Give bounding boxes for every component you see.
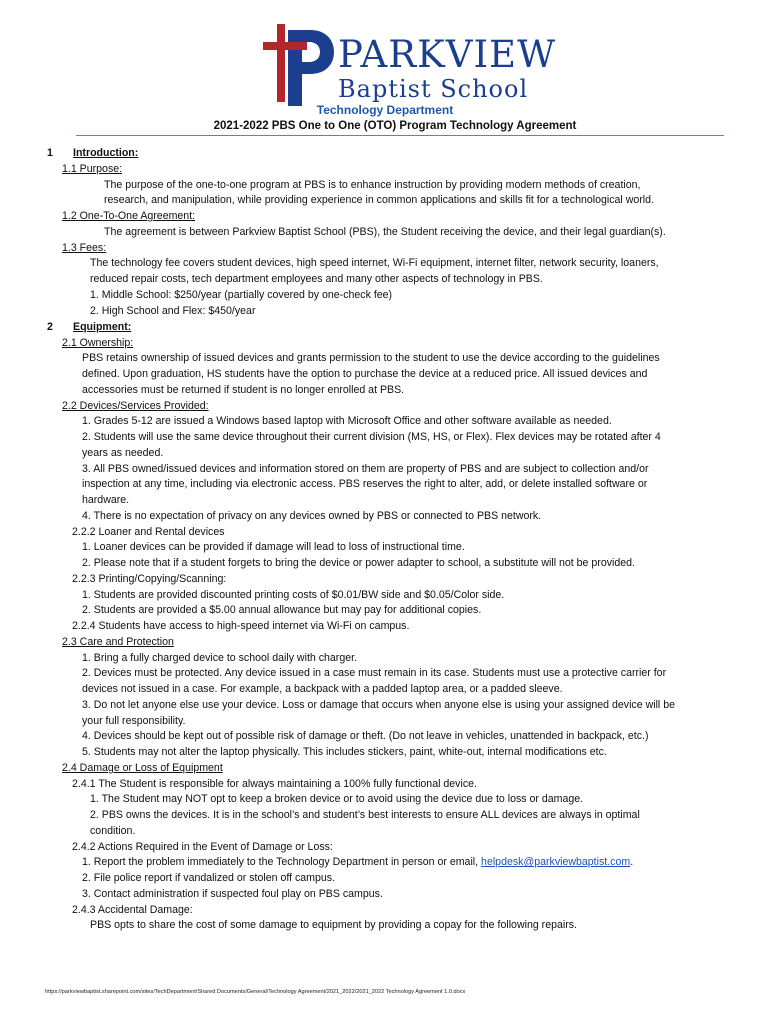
list-item: your full responsibility. [82, 715, 186, 727]
list-item: devices not issued in a case. For example, a backpack with a padded laptop area, or a padded sleeve. [82, 683, 563, 695]
section-heading-introduction: Introduction: [73, 147, 139, 159]
department-title: Technology Department [316, 103, 454, 117]
list-item-text: 1. Report the problem immediately to the Technology Department in person or email, [82, 856, 482, 868]
helpdesk-email-link[interactable]: helpdesk@parkviewbaptist.com [481, 856, 631, 868]
school-logo [258, 22, 557, 108]
list-item: 2. File police report if vandalized or stolen off campus. [82, 872, 336, 884]
list-item: years as needed. [82, 447, 164, 459]
subheading-243: 2.4.3 Accidental Damage: [72, 904, 193, 916]
footer-document-path: https://parkviewbaptist.sharepoint.com/sites/TechDepartment/Shared Documents/General/Technology Agreement/2021_2022/2021_2022 Technology Agreement 1.0.docx [45, 989, 466, 995]
list-item: inspection at any time, including via electronic access. PBS reserves the right to alter, add, or delete installed software or [82, 478, 648, 490]
list-item: 2. PBS owns the devices. It is in the school’s and student’s best interests to ensure ALL devices are always in optimal [90, 809, 640, 821]
subheading-agreement: 1.2 One-To-One Agreement: [62, 210, 196, 222]
paragraph-line: reduced repair costs, tech department employees and many other aspects of technology in PBS. [90, 273, 543, 285]
school-name-line1: PARKVIEW [338, 33, 557, 76]
list-item: 3. All PBS owned/issued devices and information stored on them are property of PBS and are subject to collection and/or [82, 463, 649, 475]
subheading-care: 2.3 Care and Protection [62, 636, 174, 648]
list-item [82, 855, 633, 869]
subheading-purpose: 1.1 Purpose: [62, 163, 123, 175]
paragraph-line: defined. Upon graduation, HS students have the option to purchase the device at a reduced price. All issued devices and [82, 368, 648, 380]
school-name-line2: Baptist School [338, 75, 529, 103]
paragraph-line: research, and manipulation, while providing experience in common applications and skills fit for a technological world. [104, 194, 654, 206]
paragraph-line: The purpose of the one-to-one program at PBS is to enhance instruction by providing modern methods of creation, [104, 179, 641, 191]
title-divider [76, 135, 724, 136]
list-item-end: . [630, 856, 634, 868]
paragraph-line: PBS retains ownership of issued devices and grants permission to the student to use the device according to the guidelines [82, 352, 660, 364]
list-item: 3. Contact administration if suspected foul play on PBS campus. [82, 888, 383, 900]
school-crest-icon [258, 22, 338, 108]
paragraph-line: The agreement is between Parkview Baptist School (PBS), the Student receiving the device, and their legal guardian(s). [104, 226, 666, 238]
list-item: 2. Devices must be protected. Any device issued in a case must remain in its case. Students must use a protective carrier for [82, 667, 667, 679]
subheading-devices: 2.2 Devices/Services Provided: [62, 400, 209, 412]
subheading-damage: 2.4 Damage or Loss of Equipment [62, 762, 223, 774]
list-item: 1. The Student may NOT opt to keep a broken device or to avoid using the device due to loss or damage. [90, 793, 584, 805]
list-item: 1. Students are provided discounted printing costs of $0.01/BW side and $0.05/Color side. [82, 589, 505, 601]
subheading-fees: 1.3 Fees: [62, 242, 107, 254]
list-item: 4. There is no expectation of privacy on any devices owned by PBS or connected to PBS network. [82, 510, 542, 522]
subheading-ownership: 2.1 Ownership: [62, 337, 134, 349]
subheading-241: 2.4.1 The Student is responsible for always maintaining a 100% fully functional device. [72, 778, 477, 790]
list-item: 1. Grades 5-12 are issued a Windows based laptop with Microsoft Office and other software available as needed. [82, 415, 612, 427]
list-item: 1. Middle School: $250/year (partially covered by one-check fee) [90, 289, 393, 301]
subheading-loaner: 2.2.2 Loaner and Rental devices [72, 526, 225, 538]
document-title: 2021-2022 PBS One to One (OTO) Program Technology Agreement [213, 120, 577, 132]
subheading-printing: 2.2.3 Printing/Copying/Scanning: [72, 573, 227, 585]
section-number: 2 [47, 321, 53, 333]
list-item: 2. High School and Flex: $450/year [90, 305, 256, 317]
list-item: 2. Please note that if a student forgets to bring the device or power adapter to school, a substitute will not be provided. [82, 557, 635, 569]
paragraph-line: The technology fee covers student devices, high speed internet, Wi-Fi equipment, internet filter, network security, loaners, [90, 257, 659, 269]
subheading-internet: 2.2.4 Students have access to high-speed internet via Wi-Fi on campus. [72, 620, 410, 632]
list-item: 2. Students will use the same device throughout their current division (MS, HS, or Flex). Flex devices may be rotated after 4 [82, 431, 661, 443]
paragraph-line: PBS opts to share the cost of some damage to equipment by providing a copay for the following repairs. [90, 919, 577, 931]
list-item: 5. Students may not alter the laptop physically. This includes stickers, paint, white-out, internal modifications etc. [82, 746, 607, 758]
list-item: 1. Bring a fully charged device to school daily with charger. [82, 652, 357, 664]
paragraph-line: accessories must be returned if student is no longer enrolled at PBS. [82, 384, 405, 396]
subheading-242: 2.4.2 Actions Required in the Event of Damage or Loss: [72, 841, 333, 853]
section-number: 1 [47, 147, 53, 159]
list-item: condition. [90, 825, 136, 837]
list-item: 3. Do not let anyone else use your device. Loss or damage that occurs when anyone else is using your assigned device will be [82, 699, 676, 711]
section-heading-equipment: Equipment: [73, 321, 132, 333]
list-item: 4. Devices should be kept out of possible risk of damage or theft. (Do not leave in vehicles, unattended in backpack, etc.) [82, 730, 649, 742]
list-item: 1. Loaner devices can be provided if damage will lead to loss of instructional time. [82, 541, 465, 553]
list-item: hardware. [82, 494, 130, 506]
list-item: 2. Students are provided a $5.00 annual allowance but may pay for additional copies. [82, 604, 482, 616]
